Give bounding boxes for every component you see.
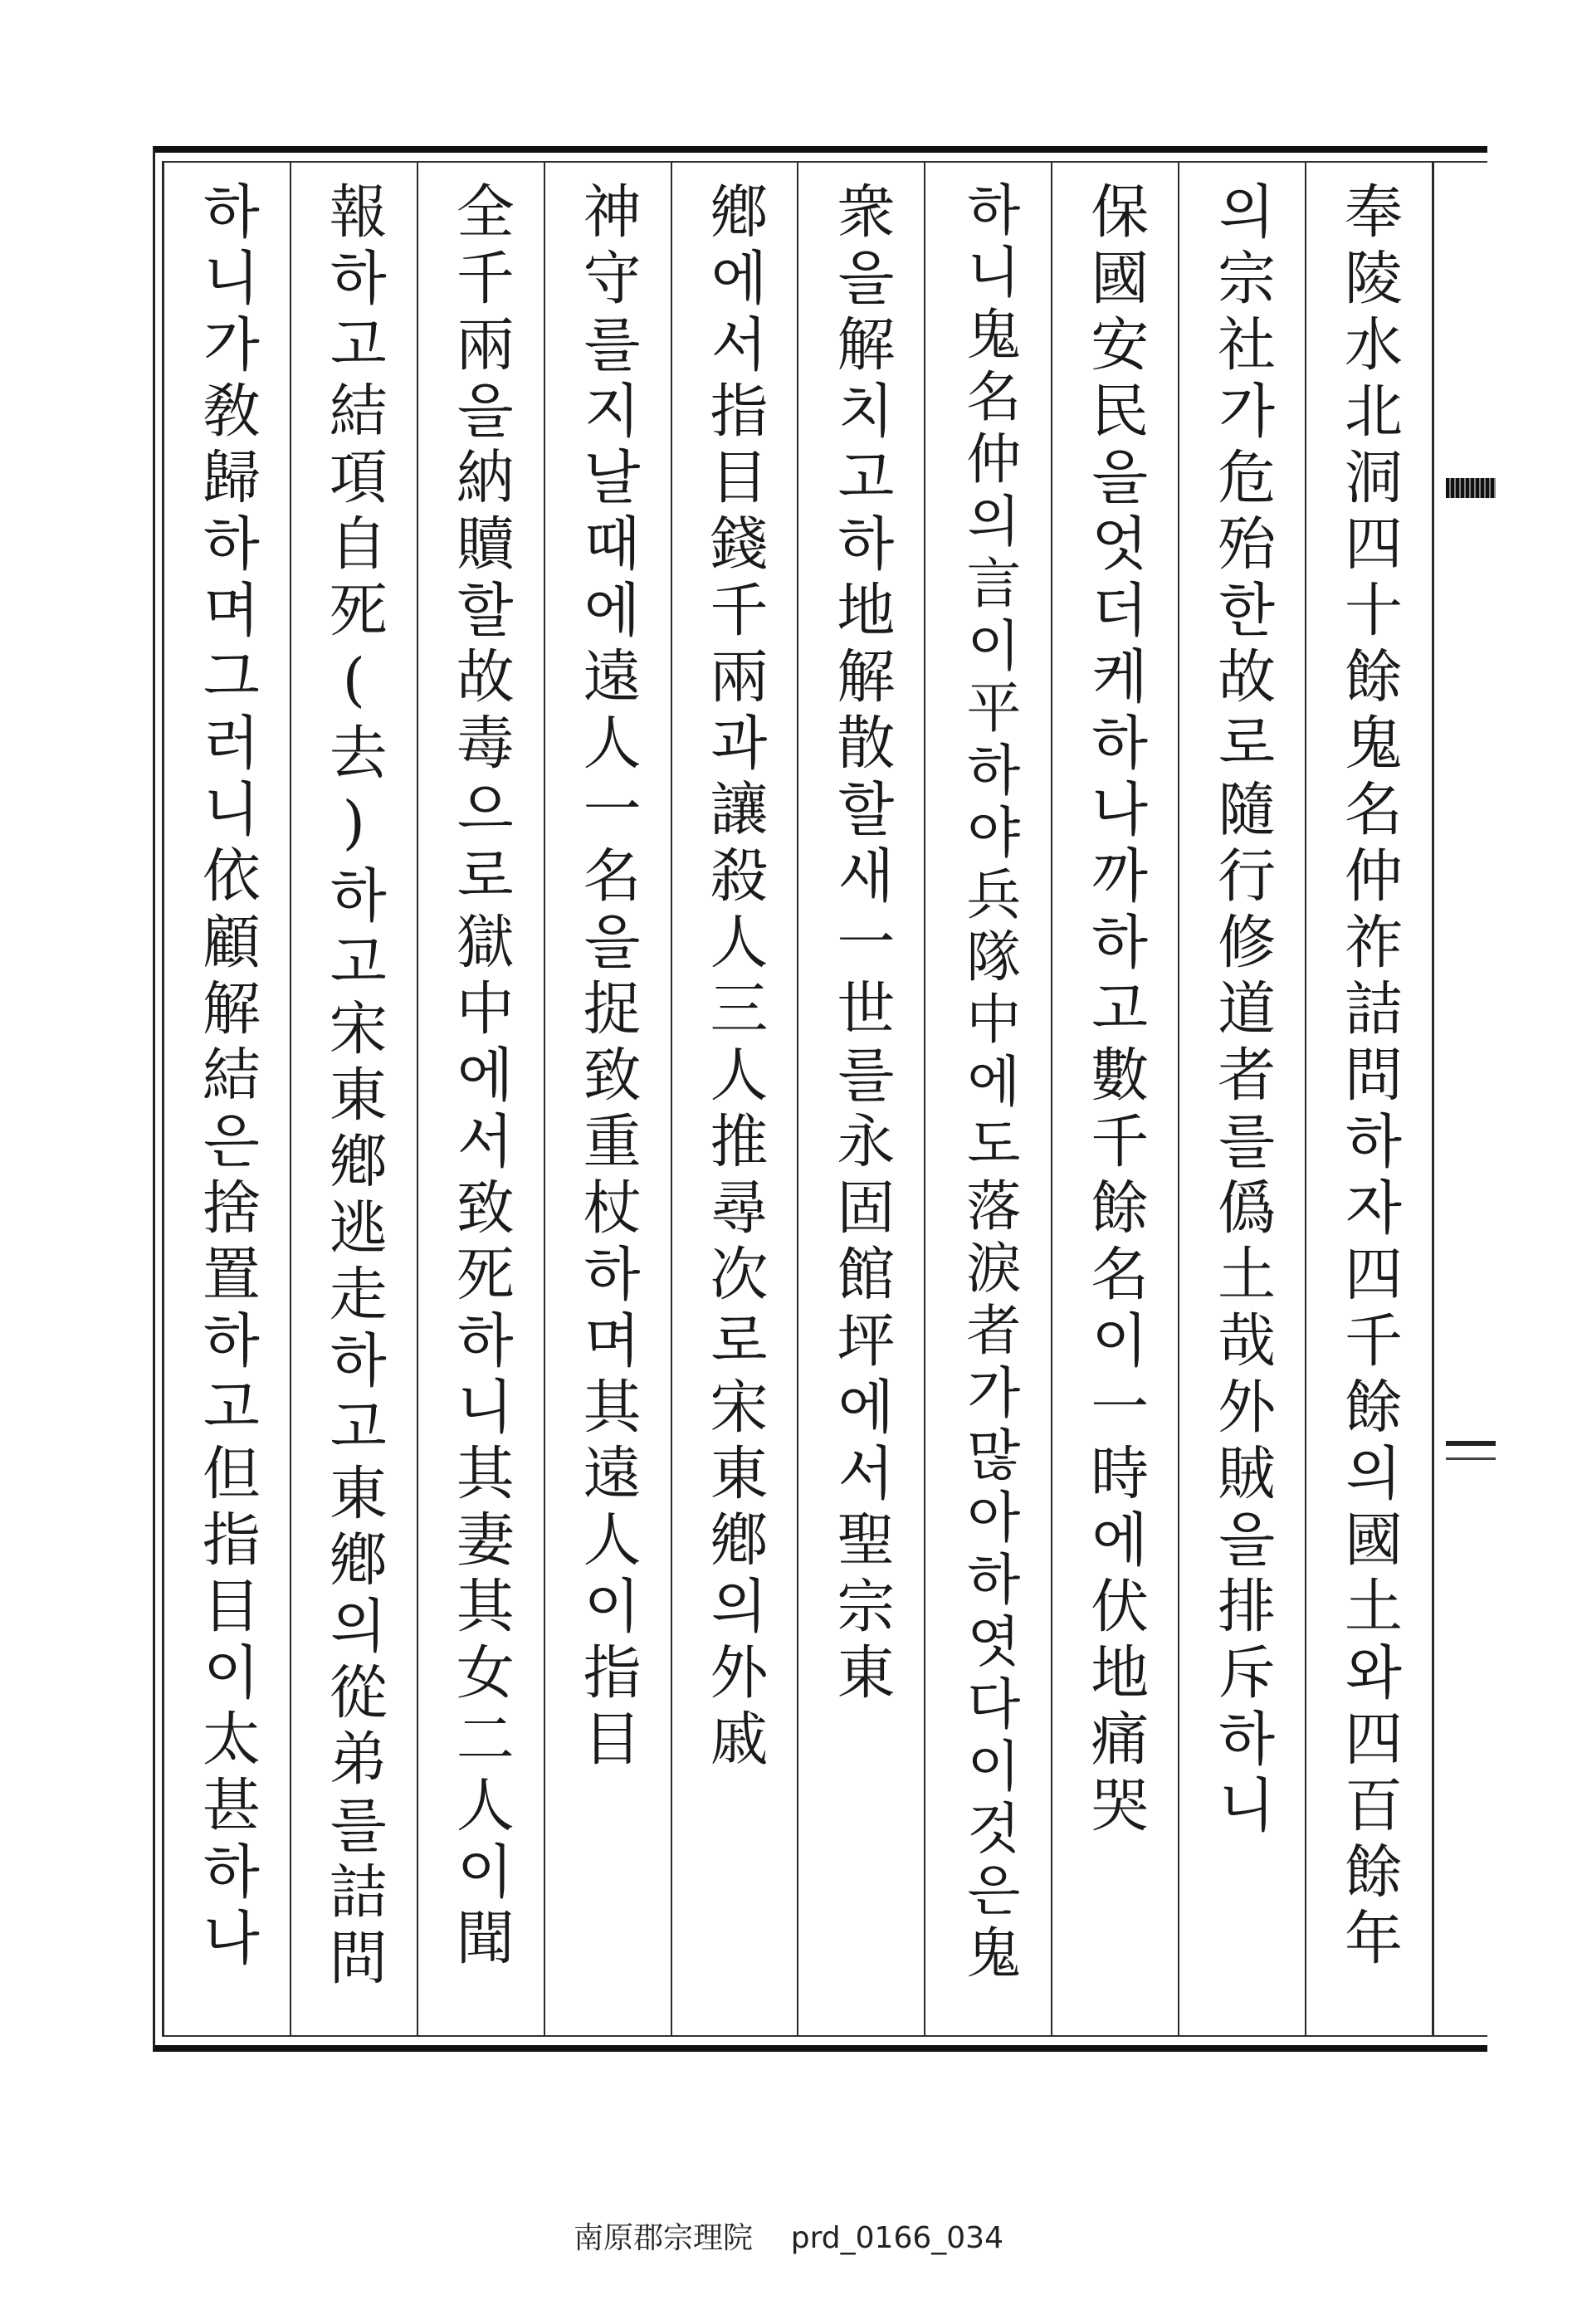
column-text: 하니가敎歸하며그러니依顧解結은捨置하고但指目이太甚하나 (193, 181, 261, 1974)
column-text: 하니鬼名仲의言이平하야兵隊中에도落淚者가많아하엿다이것은鬼 (956, 181, 1021, 1986)
scan-artifact (1446, 1441, 1496, 1446)
column-text: 奉陵水北洞四十餘鬼名仲祚詰問하자四千餘의國土와四百餘年 (1335, 181, 1404, 1974)
column-text: 保國安民을엇더케하나까하고數千餘名이一時에伏地痛哭 (1081, 181, 1150, 1841)
text-columns (162, 163, 1432, 2035)
text-column-6 (671, 163, 798, 2035)
binding-edge (1432, 163, 1496, 2035)
text-column-2 (1178, 163, 1305, 2035)
text-column-7 (544, 163, 671, 2035)
text-column-1 (1305, 163, 1432, 2035)
column-text: 鄕에서指目錢千兩과讓殺人三人推尋次로宋東鄕의外戚 (701, 181, 769, 1775)
text-column-3 (1051, 163, 1178, 2035)
text-column-8 (417, 163, 544, 2035)
column-text: 神守를지날때에遠人一名을捉致重杖하며其遠人이指目 (574, 181, 642, 1775)
page-caption: 南原郡宗理院 prd_0166_034 (574, 2221, 1003, 2255)
column-text: 全千兩을納贖할故毒으로獄中에서致死하니其妻其女二人이聞 (447, 181, 515, 1974)
column-text: 衆을解치고하地解散할새一世를永固館坪에서聖宗東 (827, 181, 896, 1708)
column-text: 報하고結項自死(去)하고宋東鄕逃走하고東鄕의從弟를詰問 (320, 181, 388, 1994)
column-text: 의宗社가危殆한故로隨行修道者를僞土哉外賊을排斥하니 (1208, 181, 1277, 1841)
scan-artifact (1446, 1457, 1496, 1460)
text-column-9 (290, 163, 417, 2035)
text-column-10 (162, 163, 290, 2035)
text-column-5 (797, 163, 924, 2035)
ruled-area (162, 161, 1487, 2037)
text-column-4 (924, 163, 1051, 2035)
page-frame (153, 146, 1487, 2052)
scan-artifact (1446, 478, 1496, 498)
